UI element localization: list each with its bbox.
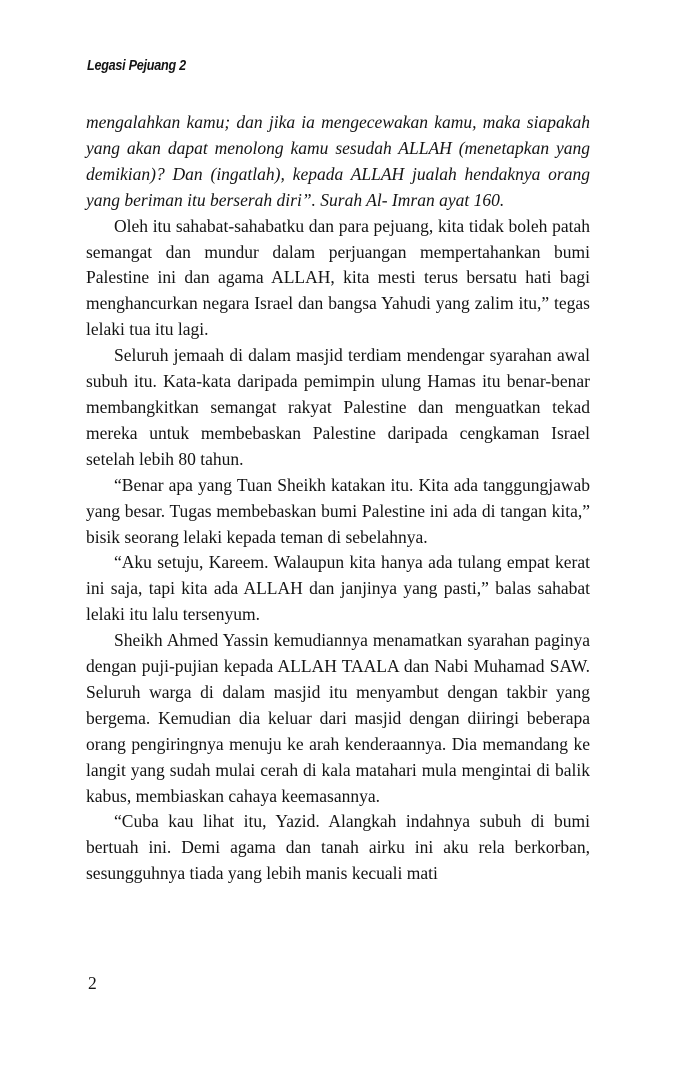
page-number: 2: [88, 973, 97, 993]
paragraph: Oleh itu sahabat-sahabatku dan para pejuang, kita tidak boleh patah semangat dan mundur dalam perjuangan mempertahankan bumi Palestine ini dan agama ALLAH, kita mesti terus bersatu hati bagi menghancurkan negara Israel dan bangsa Yahudi yang zalim itu,” tegas lelaki tua itu lagi.: [86, 215, 590, 340]
paragraph: “Aku setuju, Kareem. Walaupun kita hanya ada tulang empat kerat ini saja, tapi kita ada ALLAH dan janjinya yang pasti,” balas sahabat lelaki itu lalu tersenyum.: [86, 552, 590, 625]
page-body: [86, 110, 590, 887]
paragraph: Seluruh jemaah di dalam masjid terdiam mendengar syarahan awal subuh itu. Kata-kata daripada pemimpin ulung Hamas itu benar-benar membangkitkan semangat rakyat Palestine dan menguatkan tekad mereka untuk membebaskan Palestine daripada cengkaman Israel setelah lebih 80 tahun.: [86, 345, 590, 469]
running-header: Legasi Pejuang 2: [87, 57, 186, 74]
paragraph: Sheikh Ahmed Yassin kemudiannya menamatkan syarahan paginya dengan puji-pujian kepada ALLAH TAALA dan Nabi Muhamad SAW. Seluruh warga di dalam masjid itu menyambut dengan takbir yang bergema. Kemudian dia keluar dari masjid dengan diiringi beberapa orang pengiringnya menuju ke arah kenderaannya. Dia memandang ke langit yang sudah mulai cerah di kala matahari mula mengintai di balik kabus, membiaskan cahaya keemasannya.: [86, 630, 590, 806]
paragraph: mengalahkan kamu; dan jika ia mengecewakan kamu, maka siapakah yang akan dapat menolong kamu sesudah ALLAH (menetapkan yang demikian)? Dan (ingatlah), kepada ALLAH jualah hendaknya orang yang beriman itu berserah diri”. Surah Al- Imran ayat 160.: [86, 112, 590, 210]
paragraph: “Benar apa yang Tuan Sheikh katakan itu. Kita ada tanggungjawab yang besar. Tugas membebaskan bumi Palestine ini ada di tangan kita,” bisik seorang lelaki kepada teman di sebelahnya.: [86, 474, 590, 547]
paragraph: “Cuba kau lihat itu, Yazid. Alangkah indahnya subuh di bumi bertuah ini. Demi agama dan tanah airku ini aku rela berkorban, sesungguhnya tiada yang lebih manis kecuali mati: [86, 811, 590, 884]
